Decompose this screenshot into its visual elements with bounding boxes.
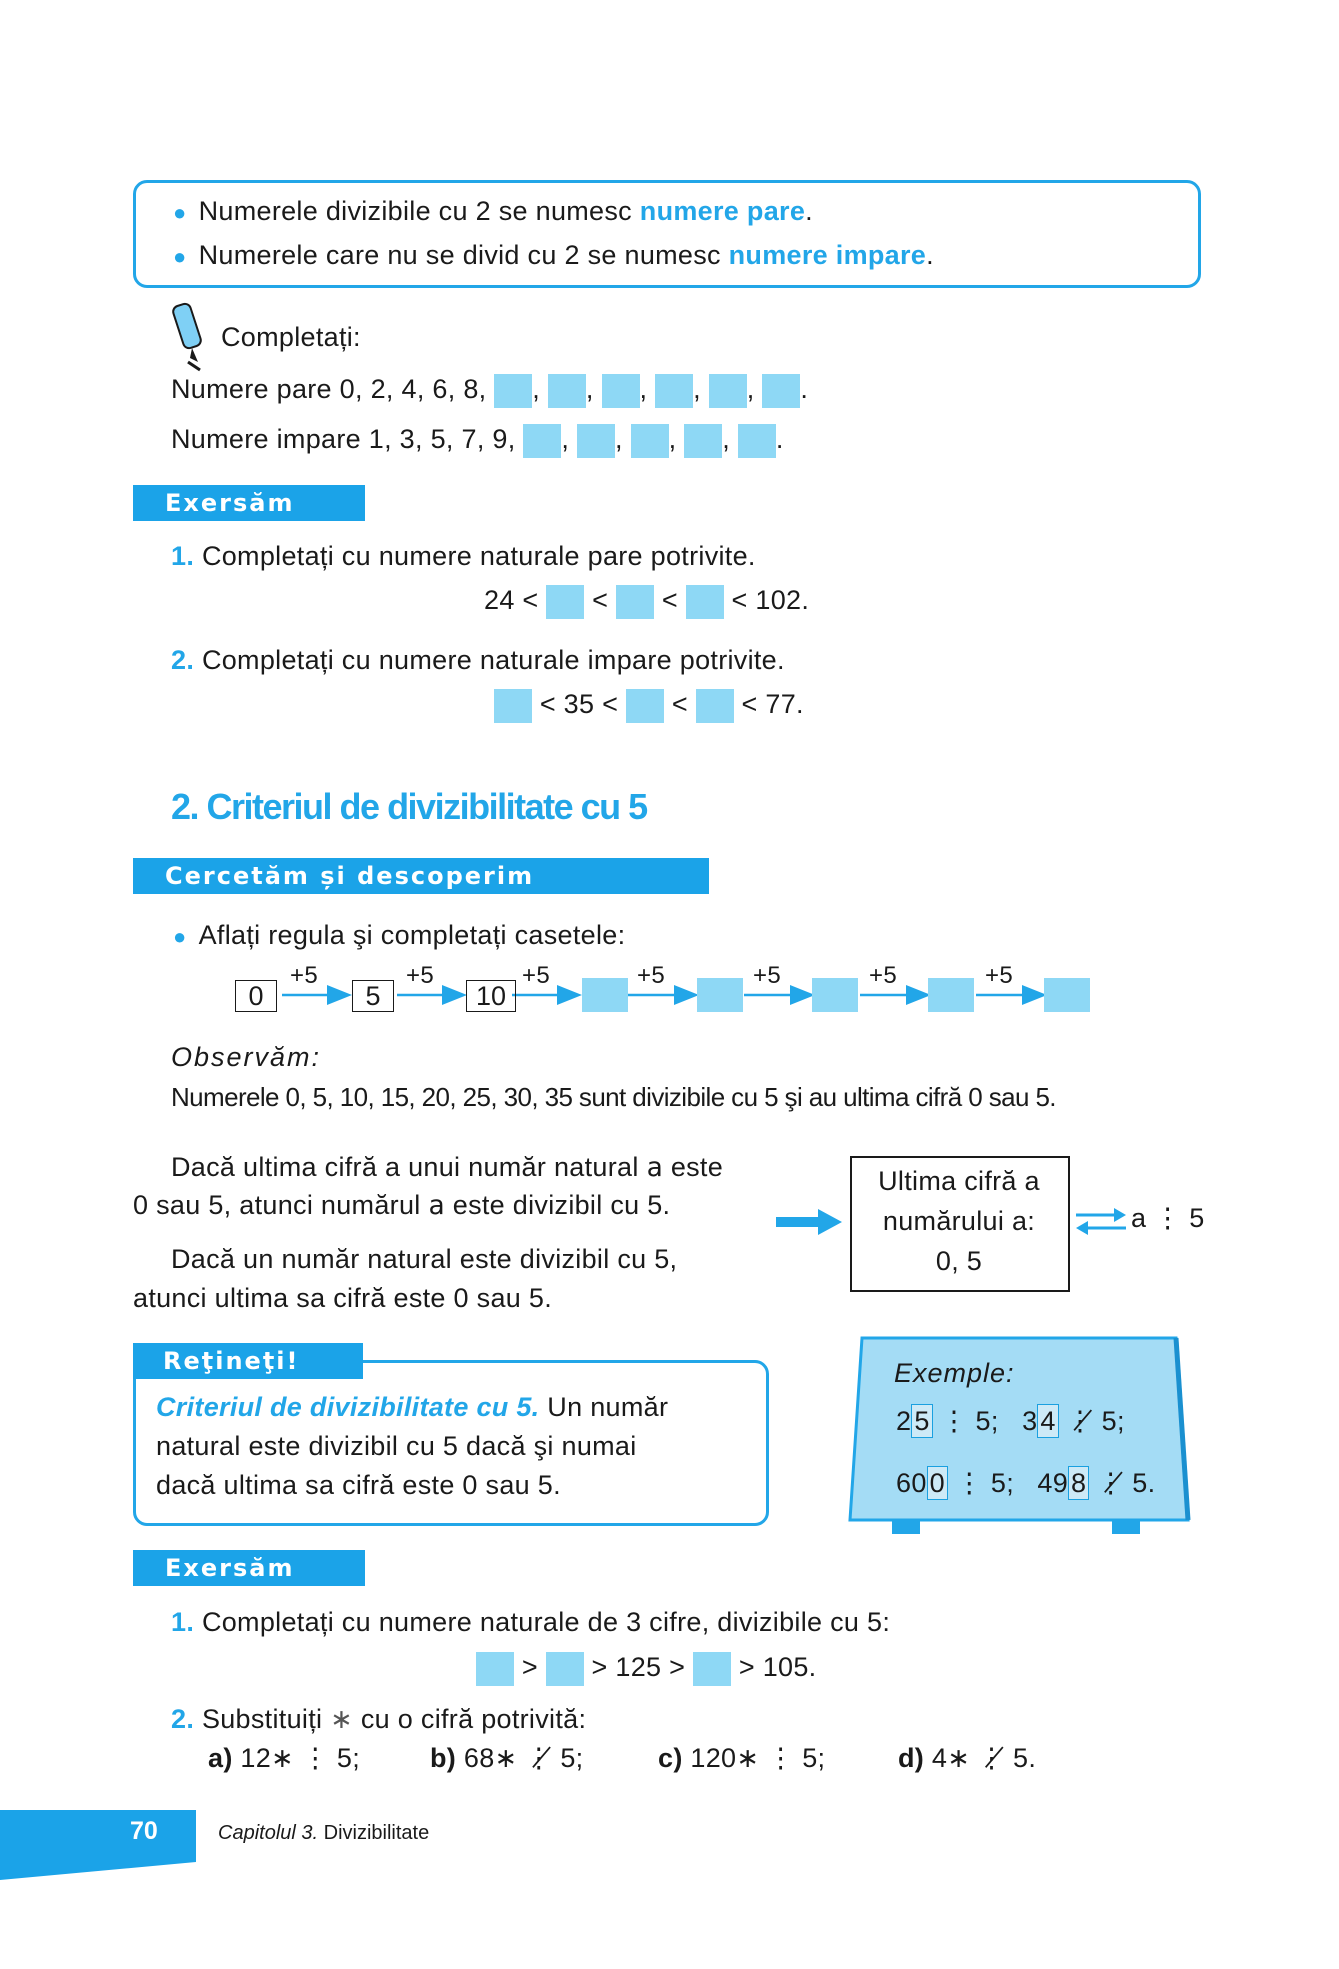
answer-box[interactable] [523,424,561,458]
bullet-icon: ● [173,244,187,269]
exercise-2-inequality: < 35 < < < 77. [494,689,804,723]
example-row-2: 60 0 ⋮ 5; 49 8 ⋮̸ 5. [896,1468,1156,1498]
retineti-line-3: dacă ultima sa cifră este 0 sau 5. [156,1470,561,1500]
answer-box[interactable] [626,689,664,723]
bullet-icon: ● [173,924,187,949]
step-label: +5 [522,962,550,989]
answer-box[interactable] [686,585,724,619]
answer-box[interactable] [582,978,628,1012]
even-row: Numere pare 0, 2, 4, 6, 8, , , , , , . [171,374,808,408]
answer-box[interactable] [697,978,743,1012]
complete-title: Completați: [221,322,361,352]
answer-box[interactable] [616,585,654,619]
answer-box[interactable] [494,374,532,408]
page-tab [0,1810,200,1880]
frame-line-1: Ultima cifră a [878,1166,1040,1196]
exercise-1: 1. Completați cu numere naturale pare potrivite. [171,541,756,571]
answer-box[interactable] [812,978,858,1012]
answer-box[interactable] [546,1652,584,1686]
bullet-icon: ● [173,200,187,225]
retineti-line-2: natural este divizibil cu 5 dacă şi numai [156,1431,637,1461]
chain-value: 10 [466,980,516,1012]
chapter-label: Capitolul 3. Divizibilitate [218,1822,430,1844]
exercise-1-inequality: 24 < < < < 102. [484,585,809,619]
double-arrow-icon [1074,1206,1128,1236]
rule-p2-line1: Dacă un număr natural este divizibil cu 5, [171,1244,678,1274]
cercetam-banner: Cercetăm și descoperim [133,858,709,894]
answer-box[interactable] [762,374,800,408]
arrow-right-icon [776,1207,844,1237]
observam-text: Numerele 0, 5, 10, 15, 20, 25, 30, 35 sunt divizibile cu 5 şi au ultima cifră 0 sau 5. [171,1082,1056,1112]
sub-item-d: d) 4∗ ⋮̸ 5. [898,1743,1037,1773]
step-label: +5 [637,962,665,989]
step-label: +5 [869,962,897,989]
answer-box[interactable] [577,424,615,458]
rule-p1-line2: 0 sau 5, atunci numărul a este divizibil cu 5. [133,1190,671,1221]
rule-p1-line1: Dacă ultima cifră a unui număr natural a este [171,1152,724,1183]
retineti-banner: Reţineţi! [133,1343,363,1379]
exersam-banner: Exersăm [133,485,365,521]
odd-row: Numere impare 1, 3, 5, 7, 9, , , , , . [171,424,784,458]
answer-box[interactable] [602,374,640,408]
sub-item-c: c) 120∗ ⋮ 5; [658,1743,826,1773]
exercise-2: 2. Completați cu numere naturale impare potrivite. [171,645,785,675]
answer-box[interactable] [684,424,722,458]
frame-line-2: numărului a: [882,1206,1036,1236]
exercise2-1-inequality: > > 125 > > 105. [476,1652,816,1686]
answer-box[interactable] [631,424,669,458]
exercise2-1: 1. Completați cu numere naturale de 3 cifre, divizibile cu 5: [171,1607,891,1637]
step-label: +5 [406,962,434,989]
answer-box[interactable] [928,978,974,1012]
step-label: +5 [985,962,1013,989]
step-label: +5 [290,962,318,989]
answer-box[interactable] [1044,978,1090,1012]
sub-item-b: b) 68∗ ⋮̸ 5; [430,1743,584,1773]
pencil-icon [170,300,214,372]
task-line: ● Aflați regula şi completați casetele: [173,920,626,950]
page-number: 70 [130,1817,158,1845]
answer-box[interactable] [693,1652,731,1686]
chain-value: 5 [352,980,394,1012]
answer-box[interactable] [709,374,747,408]
exersam-banner-2: Exersăm [133,1550,365,1586]
sub-item-a: a) 12∗ ⋮ 5; [208,1743,360,1773]
answer-box[interactable] [546,585,584,619]
section-title: 2. Criteriul de divizibilitate cu 5 [171,786,647,827]
observam-label: Observăm: [171,1042,322,1072]
info-line-1: ● Numerele divizibile cu 2 se numesc numere pare. [173,196,813,226]
frame-line-3: 0, 5 [935,1246,983,1276]
answer-box[interactable] [655,374,693,408]
answer-box[interactable] [494,689,532,723]
info-line-2: ● Numerele care nu se divid cu 2 se numesc numere impare. [173,240,934,270]
example-row-1: 2 5 ⋮ 5; 3 4 ⋮̸ 5; [896,1406,1125,1436]
exercise2-2: 2. Substituiți ∗ cu o cifră potrivită: [171,1704,587,1734]
answer-box[interactable] [696,689,734,723]
rule-p2-line2: atunci ultima sa cifră este 0 sau 5. [133,1283,553,1313]
answer-box[interactable] [548,374,586,408]
retineti-line-1: Criteriul de divizibilitate cu 5. Un număr [156,1392,669,1422]
step-label: +5 [753,962,781,989]
examples-title: Exemple: [894,1358,1015,1388]
answer-box[interactable] [476,1652,514,1686]
divisible-label: a ⋮ 5 [1131,1203,1205,1233]
answer-box[interactable] [738,424,776,458]
chain-value: 0 [235,980,277,1012]
